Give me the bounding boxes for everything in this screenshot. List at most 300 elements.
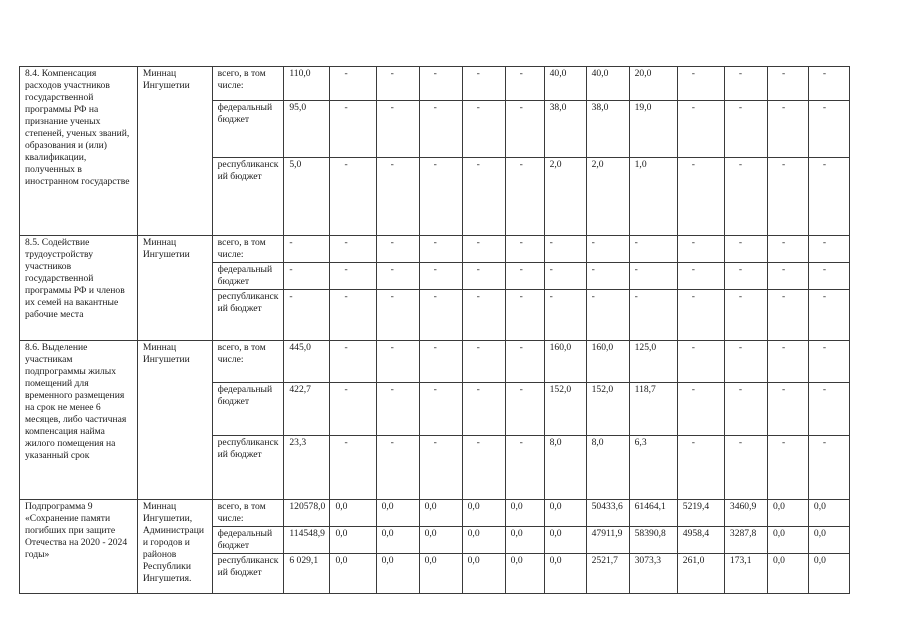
amount-value: - xyxy=(781,384,786,395)
amount-value: - xyxy=(691,291,695,302)
value-cell xyxy=(462,101,505,158)
value-cell xyxy=(505,341,544,383)
value-cell xyxy=(505,158,544,236)
amount-value: 58390,8 xyxy=(634,528,666,539)
funding-source-cell xyxy=(212,290,284,341)
amount-value: - xyxy=(822,68,827,79)
value-cell xyxy=(677,500,724,527)
value-cell xyxy=(586,158,629,236)
value-cell xyxy=(462,67,505,101)
value-cell xyxy=(767,341,808,383)
value-cell xyxy=(586,67,629,101)
value-cell xyxy=(376,236,419,263)
amount-value: 110,0 xyxy=(289,68,311,79)
value-cell xyxy=(677,263,724,290)
value-cell xyxy=(284,383,330,436)
amount-value: - xyxy=(390,68,394,79)
value-cell xyxy=(419,67,462,101)
amount-value: - xyxy=(433,102,437,113)
value-cell xyxy=(419,341,462,383)
amount-value: - xyxy=(390,342,394,353)
amount-value: 173,1 xyxy=(729,555,752,566)
amount-value: - xyxy=(344,384,348,395)
amount-value: 0,0 xyxy=(813,501,826,512)
value-cell xyxy=(808,554,849,594)
amount-value: 0,0 xyxy=(381,528,394,539)
value-cell xyxy=(629,290,677,341)
responsible-cell xyxy=(137,500,212,594)
value-cell xyxy=(284,500,330,527)
responsible-executor: Миннац Ингушетии, Администрации городов и районов Республики Ингушетия. xyxy=(142,501,205,584)
value-cell xyxy=(284,236,330,263)
amount-value: 0,0 xyxy=(335,501,348,512)
amount-value: 5,0 xyxy=(289,159,302,170)
value-cell xyxy=(586,341,629,383)
amount-value: 61464,1 xyxy=(634,501,666,512)
funding-source: федеральный бюджет xyxy=(217,528,273,551)
amount-value: - xyxy=(344,264,348,275)
value-cell xyxy=(330,67,376,101)
value-cell xyxy=(808,158,849,236)
value-cell xyxy=(330,500,376,527)
value-cell xyxy=(544,436,586,500)
funding-source: всего, в том числе: xyxy=(217,68,266,91)
amount-value: - xyxy=(433,237,437,248)
amount-value: - xyxy=(738,291,743,302)
amount-value: - xyxy=(519,291,523,302)
value-cell xyxy=(629,436,677,500)
amount-value: - xyxy=(738,264,743,275)
amount-value: 8,0 xyxy=(549,437,562,448)
funding-source: федеральный бюджет xyxy=(217,384,273,407)
value-cell xyxy=(629,554,677,594)
amount-value: - xyxy=(691,264,695,275)
value-cell xyxy=(330,341,376,383)
amount-value: - xyxy=(344,159,348,170)
value-cell xyxy=(462,383,505,436)
value-cell xyxy=(767,101,808,158)
value-cell xyxy=(462,341,505,383)
amount-value: - xyxy=(738,342,743,353)
value-cell xyxy=(330,158,376,236)
value-cell xyxy=(462,290,505,341)
value-cell xyxy=(544,500,586,527)
program-name-cell xyxy=(20,500,138,594)
value-cell xyxy=(724,236,767,263)
program-name: Подпрограмма 9 «Сохранение памяти погибших при защите Отечества на 2020 - 2024 годы» xyxy=(25,501,128,560)
amount-value: - xyxy=(822,342,827,353)
amount-value: - xyxy=(634,264,638,275)
program-name-cell xyxy=(20,236,138,341)
amount-value: - xyxy=(519,102,523,113)
amount-value: 114548,9 xyxy=(289,528,325,539)
amount-value: - xyxy=(634,237,638,248)
amount-value: 2521,7 xyxy=(591,555,618,566)
value-cell xyxy=(462,263,505,290)
amount-value: 40,0 xyxy=(591,68,609,79)
value-cell xyxy=(677,383,724,436)
amount-value: - xyxy=(433,264,437,275)
amount-value: - xyxy=(476,159,480,170)
amount-value: 47911,9 xyxy=(591,528,623,539)
amount-value: 0,0 xyxy=(381,555,394,566)
amount-value: 0,0 xyxy=(549,555,562,566)
amount-value: - xyxy=(476,102,480,113)
amount-value: - xyxy=(519,237,523,248)
value-cell xyxy=(677,436,724,500)
value-cell xyxy=(505,236,544,263)
amount-value: - xyxy=(781,437,786,448)
amount-value: 0,0 xyxy=(424,501,437,512)
value-cell xyxy=(808,341,849,383)
amount-value: - xyxy=(433,384,437,395)
value-cell xyxy=(767,554,808,594)
value-cell xyxy=(462,436,505,500)
value-cell xyxy=(544,290,586,341)
amount-value: 160,0 xyxy=(549,342,572,353)
value-cell xyxy=(462,500,505,527)
amount-value: - xyxy=(433,342,437,353)
value-cell xyxy=(724,101,767,158)
amount-value: 20,0 xyxy=(634,68,652,79)
amount-value: - xyxy=(519,384,523,395)
value-cell xyxy=(284,263,330,290)
value-cell xyxy=(462,527,505,554)
amount-value: 0,0 xyxy=(549,501,562,512)
funding-source-cell xyxy=(212,554,284,594)
amount-value: - xyxy=(476,68,480,79)
amount-value: 8,0 xyxy=(591,437,604,448)
table-row xyxy=(20,67,850,101)
amount-value: - xyxy=(781,159,786,170)
amount-value: - xyxy=(822,237,827,248)
amount-value: 0,0 xyxy=(510,528,523,539)
value-cell xyxy=(330,101,376,158)
amount-value: - xyxy=(390,384,394,395)
amount-value: 0,0 xyxy=(467,555,480,566)
funding-source-cell xyxy=(212,236,284,263)
amount-value: 38,0 xyxy=(591,102,609,113)
value-cell xyxy=(629,500,677,527)
value-cell xyxy=(462,236,505,263)
amount-value: - xyxy=(822,384,827,395)
value-cell xyxy=(586,101,629,158)
value-cell xyxy=(376,554,419,594)
value-cell xyxy=(376,436,419,500)
funding-source-cell xyxy=(212,527,284,554)
amount-value: - xyxy=(691,159,695,170)
funding-source: всего, в том числе: xyxy=(217,501,266,524)
amount-value: - xyxy=(476,237,480,248)
amount-value: - xyxy=(289,291,293,302)
amount-value: 2,0 xyxy=(591,159,604,170)
funding-source-cell xyxy=(212,263,284,290)
amount-value: - xyxy=(476,291,480,302)
value-cell xyxy=(629,158,677,236)
amount-value: - xyxy=(519,437,523,448)
value-cell xyxy=(677,158,724,236)
amount-value: - xyxy=(738,237,743,248)
amount-value: - xyxy=(519,264,523,275)
value-cell xyxy=(629,263,677,290)
value-cell xyxy=(376,383,419,436)
program-name: 8.4. Компенсация расходов участников государственной программы РФ на признание ученых степеней, ученых званий, образования и (или) квалификации, полученных в иностранном государстве xyxy=(25,68,130,187)
value-cell xyxy=(284,436,330,500)
value-cell xyxy=(544,101,586,158)
amount-value: 152,0 xyxy=(591,384,614,395)
amount-value: 0,0 xyxy=(335,555,348,566)
table-row xyxy=(20,500,850,527)
value-cell xyxy=(419,554,462,594)
amount-value: 19,0 xyxy=(634,102,652,113)
amount-value: - xyxy=(519,68,523,79)
amount-value: 0,0 xyxy=(424,555,437,566)
value-cell xyxy=(419,527,462,554)
value-cell xyxy=(376,527,419,554)
value-cell xyxy=(376,67,419,101)
value-cell xyxy=(586,554,629,594)
value-cell xyxy=(629,341,677,383)
responsible-executor: Миннац Ингушетии xyxy=(142,68,190,91)
amount-value: 0,0 xyxy=(549,528,562,539)
amount-value: 0,0 xyxy=(772,501,785,512)
responsible-cell xyxy=(137,67,212,236)
value-cell xyxy=(724,436,767,500)
amount-value: - xyxy=(433,68,437,79)
value-cell xyxy=(419,290,462,341)
amount-value: - xyxy=(390,237,394,248)
amount-value: - xyxy=(433,437,437,448)
value-cell xyxy=(677,554,724,594)
amount-value: 6,3 xyxy=(634,437,647,448)
amount-value: 0,0 xyxy=(813,555,826,566)
funding-source-cell xyxy=(212,383,284,436)
amount-value: - xyxy=(781,291,786,302)
value-cell xyxy=(284,554,330,594)
value-cell xyxy=(284,290,330,341)
program-name: 8.5. Содействие трудоустройству участников государственной программы РФ и членов их семей на вакантные рабочие места xyxy=(25,237,125,320)
value-cell xyxy=(767,383,808,436)
value-cell xyxy=(505,500,544,527)
value-cell xyxy=(544,158,586,236)
amount-value: 261,0 xyxy=(682,555,705,566)
amount-value: - xyxy=(691,237,695,248)
value-cell xyxy=(376,101,419,158)
amount-value: 160,0 xyxy=(591,342,614,353)
budget-table xyxy=(19,66,850,594)
amount-value: - xyxy=(390,102,394,113)
amount-value: - xyxy=(549,291,553,302)
value-cell xyxy=(586,436,629,500)
amount-value: - xyxy=(781,68,786,79)
funding-source: всего, в том числе: xyxy=(217,342,266,365)
value-cell xyxy=(724,527,767,554)
value-cell xyxy=(629,236,677,263)
value-cell xyxy=(284,527,330,554)
value-cell xyxy=(808,67,849,101)
value-cell xyxy=(376,341,419,383)
amount-value: 1,0 xyxy=(634,159,647,170)
funding-source: республиканский бюджет xyxy=(217,159,279,182)
amount-value: 152,0 xyxy=(549,384,572,395)
funding-source: всего, в том числе: xyxy=(217,237,266,260)
amount-value: - xyxy=(433,159,437,170)
funding-source: федеральный бюджет xyxy=(217,102,273,125)
value-cell xyxy=(419,236,462,263)
value-cell xyxy=(505,101,544,158)
amount-value: 95,0 xyxy=(289,102,307,113)
amount-value: - xyxy=(390,264,394,275)
value-cell xyxy=(586,263,629,290)
funding-source-cell xyxy=(212,436,284,500)
value-cell xyxy=(544,263,586,290)
value-cell xyxy=(629,527,677,554)
value-cell xyxy=(419,436,462,500)
funding-source: федеральный бюджет xyxy=(217,264,273,287)
amount-value: 0,0 xyxy=(467,501,480,512)
value-cell xyxy=(505,436,544,500)
value-cell xyxy=(505,527,544,554)
amount-value: - xyxy=(781,264,786,275)
amount-value: - xyxy=(476,264,480,275)
value-cell xyxy=(419,383,462,436)
amount-value: 0,0 xyxy=(424,528,437,539)
value-cell xyxy=(505,290,544,341)
responsible-cell xyxy=(137,341,212,500)
amount-value: - xyxy=(390,291,394,302)
value-cell xyxy=(376,263,419,290)
amount-value: - xyxy=(822,291,827,302)
amount-value: - xyxy=(390,437,394,448)
value-cell xyxy=(330,554,376,594)
amount-value: - xyxy=(549,237,553,248)
amount-value: 125,0 xyxy=(634,342,657,353)
amount-value: - xyxy=(344,291,348,302)
program-name-cell xyxy=(20,341,138,500)
value-cell xyxy=(462,554,505,594)
value-cell xyxy=(767,236,808,263)
value-cell xyxy=(724,67,767,101)
amount-value: - xyxy=(781,342,786,353)
amount-value: - xyxy=(738,102,743,113)
value-cell xyxy=(462,158,505,236)
amount-value: 0,0 xyxy=(467,528,480,539)
amount-value: - xyxy=(591,264,595,275)
amount-value: 118,7 xyxy=(634,384,656,395)
amount-value: - xyxy=(822,437,827,448)
amount-value: 6 029,1 xyxy=(289,555,319,566)
value-cell xyxy=(808,383,849,436)
value-cell xyxy=(808,236,849,263)
value-cell xyxy=(330,436,376,500)
amount-value: 0,0 xyxy=(510,555,523,566)
funding-source-cell xyxy=(212,500,284,527)
value-cell xyxy=(419,500,462,527)
value-cell xyxy=(677,290,724,341)
program-name: 8.6. Выделение участникам подпрограммы жилых помещений для временного размещения на срок не менее 6 месяцев, либо частичная компенсация найма жилого помещения на указанный срок xyxy=(25,342,127,461)
value-cell xyxy=(586,527,629,554)
value-cell xyxy=(586,236,629,263)
value-cell xyxy=(629,101,677,158)
value-cell xyxy=(808,436,849,500)
value-cell xyxy=(808,527,849,554)
amount-value: - xyxy=(591,237,595,248)
value-cell xyxy=(586,290,629,341)
amount-value: - xyxy=(691,102,695,113)
value-cell xyxy=(505,67,544,101)
value-cell xyxy=(544,341,586,383)
value-cell xyxy=(376,290,419,341)
value-cell xyxy=(376,500,419,527)
value-cell xyxy=(808,101,849,158)
amount-value: - xyxy=(519,159,523,170)
value-cell xyxy=(767,436,808,500)
amount-value: 120578,0 xyxy=(289,501,326,512)
amount-value: 0,0 xyxy=(772,528,785,539)
value-cell xyxy=(544,236,586,263)
value-cell xyxy=(544,67,586,101)
value-cell xyxy=(767,290,808,341)
amount-value: - xyxy=(289,264,293,275)
value-cell xyxy=(586,500,629,527)
amount-value: - xyxy=(822,264,827,275)
value-cell xyxy=(284,341,330,383)
table-row xyxy=(20,341,850,383)
value-cell xyxy=(330,236,376,263)
amount-value: - xyxy=(691,342,695,353)
value-cell xyxy=(724,263,767,290)
amount-value: - xyxy=(781,237,786,248)
amount-value: 23,3 xyxy=(289,437,307,448)
funding-source-cell xyxy=(212,67,284,101)
document-page xyxy=(19,66,850,594)
value-cell xyxy=(767,263,808,290)
responsible-executor: Миннац Ингушетии xyxy=(142,237,190,260)
amount-value: - xyxy=(691,68,695,79)
value-cell xyxy=(767,527,808,554)
funding-source: республиканский бюджет xyxy=(217,291,279,314)
amount-value: 3287,8 xyxy=(729,528,757,539)
value-cell xyxy=(284,67,330,101)
amount-value: - xyxy=(738,437,743,448)
value-cell xyxy=(544,554,586,594)
value-cell xyxy=(808,263,849,290)
amount-value: 40,0 xyxy=(549,68,567,79)
funding-source-cell xyxy=(212,101,284,158)
funding-source-cell xyxy=(212,341,284,383)
amount-value: 0,0 xyxy=(510,501,523,512)
value-cell xyxy=(419,101,462,158)
table-row xyxy=(20,236,850,263)
value-cell xyxy=(330,527,376,554)
amount-value: - xyxy=(344,68,348,79)
value-cell xyxy=(330,263,376,290)
value-cell xyxy=(586,383,629,436)
value-cell xyxy=(724,158,767,236)
amount-value: 2,0 xyxy=(549,159,562,170)
amount-value: 50433,6 xyxy=(591,501,623,512)
amount-value: 0,0 xyxy=(381,501,394,512)
amount-value: - xyxy=(738,384,743,395)
value-cell xyxy=(677,101,724,158)
value-cell xyxy=(808,290,849,341)
amount-value: - xyxy=(344,237,348,248)
amount-value: - xyxy=(433,291,437,302)
value-cell xyxy=(505,383,544,436)
funding-source: республиканский бюджет xyxy=(217,555,279,578)
value-cell xyxy=(724,500,767,527)
amount-value: 3073,3 xyxy=(634,555,662,566)
